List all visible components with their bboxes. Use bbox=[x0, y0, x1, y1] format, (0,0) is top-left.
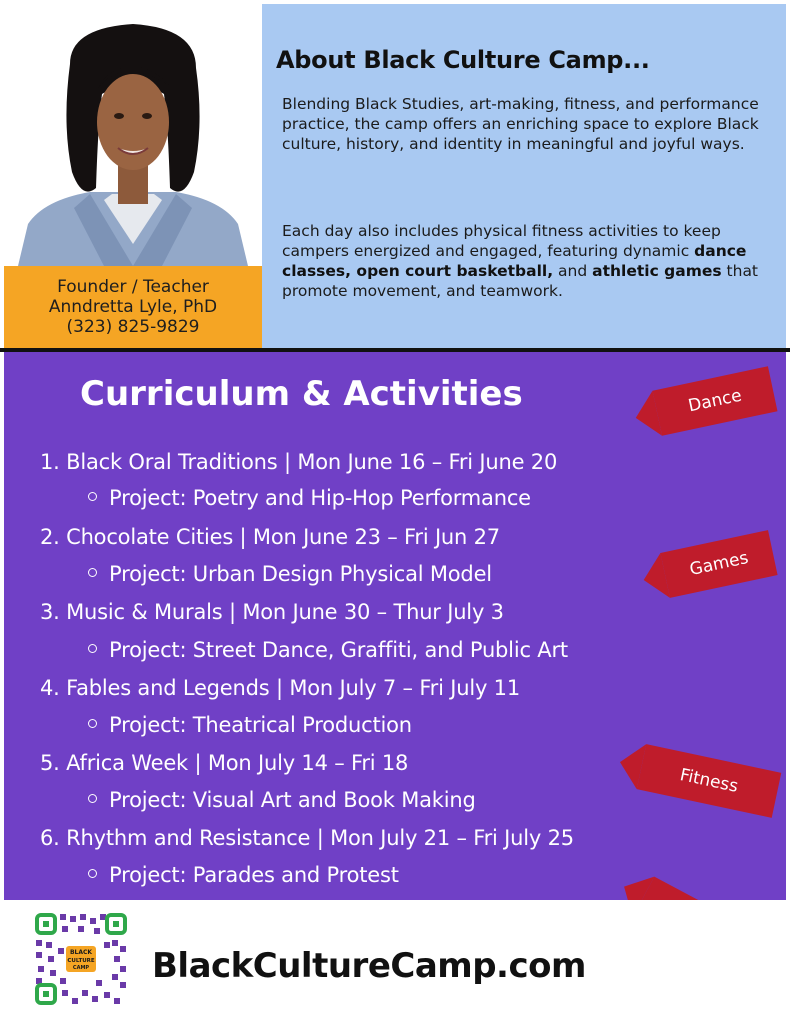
curriculum-project-4 bbox=[88, 713, 412, 737]
curriculum-project-5 bbox=[88, 788, 476, 812]
qr-logo-line-2: CULTURE bbox=[67, 958, 95, 964]
curriculum-item-4: 4. Fables and Legends | Mon July 7 – Fri July 11 bbox=[40, 676, 520, 700]
founder-phone: (323) 825-9829 bbox=[66, 317, 200, 337]
about-p2-text-2: and bbox=[553, 262, 593, 280]
project-label-6: Project: Parades and Protest bbox=[109, 863, 399, 887]
founder-name: Anndretta Lyle, PhD bbox=[48, 297, 218, 317]
about-paragraph-2 bbox=[282, 221, 780, 301]
project-label-4: Project: Theatrical Production bbox=[109, 713, 412, 737]
header-section bbox=[0, 0, 790, 350]
project-label-3: Project: Street Dance, Graffiti, and Public Art bbox=[109, 638, 568, 662]
founder-photo bbox=[4, 4, 262, 266]
about-p2-text-3: that promote movement, and teamwork. bbox=[282, 262, 759, 300]
about-section bbox=[262, 4, 786, 348]
qr-code-icon[interactable] bbox=[34, 912, 128, 1006]
about-p2-bold-2: athletic games bbox=[592, 262, 722, 280]
about-paragraph-1: Blending Black Studies, art-making, fitness, and performance practice, the camp offers an enriching space to explore Black culture, history, and identity in meaningful and joyful ways. bbox=[282, 95, 759, 153]
curriculum-item-2: 2. Chocolate Cities | Mon June 23 – Fri Jun 27 bbox=[40, 525, 500, 549]
dance-tag-label: Dance bbox=[686, 385, 744, 417]
circle-bullet-icon bbox=[88, 492, 97, 501]
project-label-5: Project: Visual Art and Book Making bbox=[109, 788, 476, 812]
project-label-2: Project: Urban Design Physical Model bbox=[109, 562, 492, 586]
fitness-tag-label: Fitness bbox=[678, 765, 740, 797]
curriculum-title: Curriculum & Activities bbox=[80, 374, 523, 414]
project-label-1: Project: Poetry and Hip-Hop Performance bbox=[109, 486, 531, 510]
founder-portrait-image bbox=[4, 4, 262, 266]
about-title: About Black Culture Camp... bbox=[276, 46, 650, 74]
circle-bullet-icon bbox=[88, 869, 97, 878]
curriculum-project-6 bbox=[88, 863, 399, 887]
circle-bullet-icon bbox=[88, 719, 97, 728]
curriculum-project-3 bbox=[88, 638, 568, 662]
games-tag-label: Games bbox=[687, 548, 751, 580]
curriculum-item-6: 6. Rhythm and Resistance | Mon July 21 – Fri July 25 bbox=[40, 826, 574, 850]
curriculum-item-3: 3. Music & Murals | Mon June 30 – Thur July 3 bbox=[40, 600, 504, 624]
about-p2-bold-1: dance classes, open court basketball, bbox=[282, 242, 747, 280]
curriculum-project-1 bbox=[88, 486, 531, 510]
founder-role: Founder / Teacher bbox=[57, 277, 209, 297]
about-p2-text-1: Each day also includes physical fitness activities to keep campers energized and engaged, featuring dynamic bbox=[282, 222, 721, 260]
website-url[interactable]: BlackCultureCamp.com bbox=[152, 946, 586, 986]
qr-logo-line-1: BLACK bbox=[69, 949, 93, 956]
circle-bullet-icon bbox=[88, 644, 97, 653]
circle-bullet-icon bbox=[88, 794, 97, 803]
circle-bullet-icon bbox=[88, 568, 97, 577]
curriculum-item-1: 1. Black Oral Traditions | Mon June 16 – Fri June 20 bbox=[40, 450, 558, 474]
curriculum-item-5: 5. Africa Week | Mon July 14 – Fri 18 bbox=[40, 751, 409, 775]
founder-info-box bbox=[4, 266, 262, 348]
curriculum-project-2 bbox=[88, 562, 492, 586]
qr-logo-line-3: CAMP bbox=[72, 965, 90, 971]
